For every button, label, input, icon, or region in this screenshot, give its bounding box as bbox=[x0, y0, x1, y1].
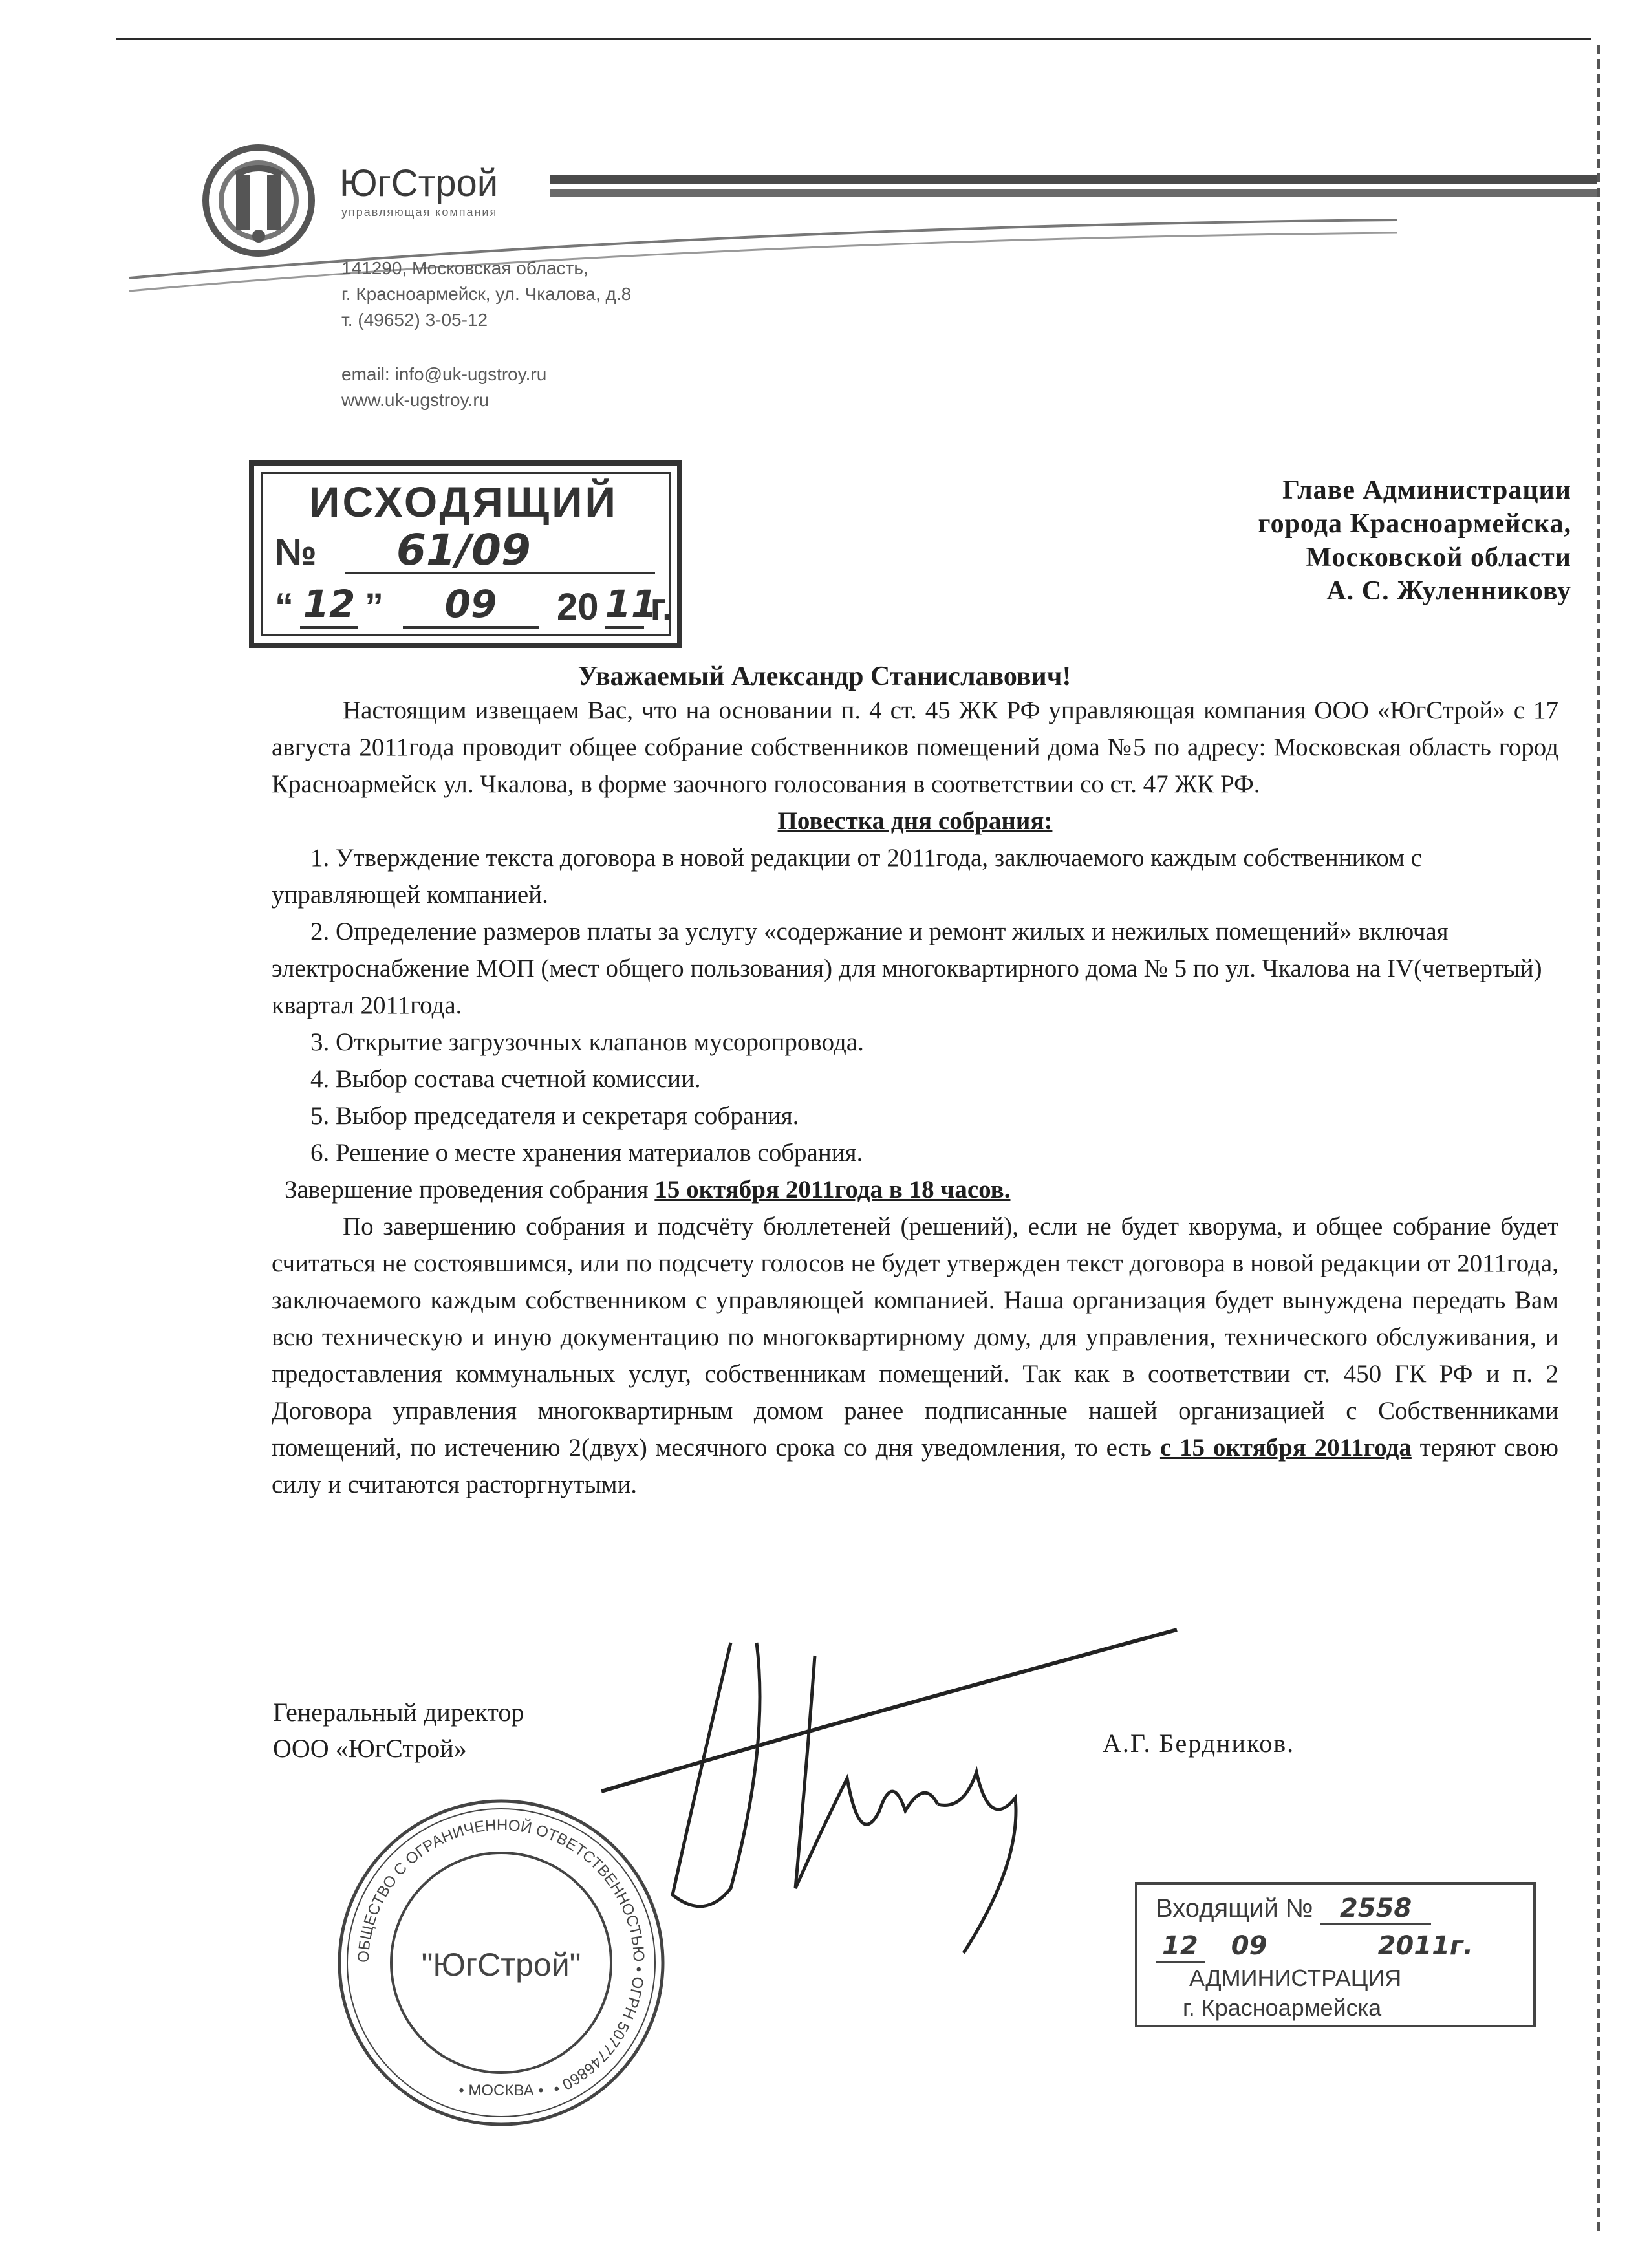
incoming-stamp bbox=[1135, 1882, 1536, 2027]
company-contacts bbox=[341, 255, 631, 413]
outgoing-stamp bbox=[249, 460, 682, 648]
agenda-item: 1. Утверждение текста договора в новой редакции от 2011года, заключаемого каждым собственником с управляющей компанией. bbox=[272, 844, 1422, 909]
greeting: Уважаемый Александр Станиславович! bbox=[577, 662, 1072, 691]
addressee-block bbox=[1258, 473, 1571, 608]
completion-date: 15 октября 2011года в 18 часов. bbox=[654, 1176, 1011, 1204]
address-line: 141290, Московская область, bbox=[341, 258, 588, 278]
signatory-title bbox=[273, 1694, 524, 1767]
addressee-line: А. С. Жуленникову bbox=[1326, 576, 1571, 606]
addressee-line: Московской области bbox=[1306, 543, 1571, 572]
incoming-org: АДМИНИСТРАЦИЯ bbox=[1189, 1965, 1402, 1991]
agenda-item: 2. Определение размеров платы за услугу «содержание и ремонт жилых и нежилых помещений» включая электроснабжение МОП (мест общего пользования) для многоквартирного дома № 5 по ул. Чкалова на IV(четвертый) квартал 2011года. bbox=[272, 918, 1542, 1019]
agenda-item: 5. Выбор председателя и секретаря собрания. bbox=[310, 1102, 799, 1130]
outgoing-date: “ 12 ” 09 20 11 г. bbox=[275, 582, 673, 628]
incoming-day: 12 bbox=[1156, 1931, 1205, 1963]
website-line: www.uk-ugstroy.ru bbox=[341, 390, 490, 410]
agenda-item: 6. Решение о месте хранения материалов собрания. bbox=[310, 1139, 863, 1167]
company-tagline: управляющая компания bbox=[341, 206, 498, 219]
closing-date: с 15 октября 2011года bbox=[1159, 1434, 1412, 1462]
addressee-line: города Красноармейска, bbox=[1258, 509, 1571, 539]
company-name: ЮгСтрой bbox=[339, 162, 499, 204]
address-line: г. Красноармейск, ул. Чкалова, д.8 bbox=[341, 284, 632, 304]
completion-label: Завершение проведения собрания bbox=[285, 1176, 649, 1204]
seal-center: "ЮгСтрой" bbox=[421, 1947, 581, 1983]
company-seal bbox=[330, 1791, 673, 2134]
outgoing-year-suffix: 11 bbox=[605, 582, 644, 629]
letter-body bbox=[272, 692, 1558, 1503]
outgoing-year-prefix: 20 bbox=[557, 586, 599, 628]
outgoing-stamp-title: ИСХОДЯЩИЙ bbox=[309, 478, 618, 526]
agenda-item: 4. Выбор состава счетной комиссии. bbox=[310, 1065, 701, 1093]
outgoing-number: 61/09 bbox=[345, 525, 655, 574]
outgoing-month: 09 bbox=[403, 582, 539, 629]
page-edge-right bbox=[1597, 45, 1600, 2231]
completion-line bbox=[272, 1171, 1558, 1208]
incoming-org: г. Красноармейска bbox=[1183, 1994, 1382, 2021]
intro-paragraph: Настоящим извещаем Вас, что на основании п. 4 ст. 45 ЖК РФ управляющая компания ООО «ЮгСтрой» с 17 августа 2011года проводит общее собрание собственников помещений дома №5 по адресу: Московская область город Красноармейск ул. Чкалова, в форме заочного голосования в соответствии со ст. 47 ЖК РФ. bbox=[272, 697, 1558, 798]
addressee-line: Главе Администрации bbox=[1282, 475, 1571, 505]
header-rule bbox=[550, 175, 1597, 199]
closing-paragraph bbox=[272, 1208, 1558, 1503]
phone-line: т. (49652) 3-05-12 bbox=[341, 310, 488, 330]
signatory-title-line: ООО «ЮгСтрой» bbox=[273, 1734, 467, 1763]
outgoing-day: 12 bbox=[300, 582, 358, 629]
signatory-name: А.Г. Бердников. bbox=[1103, 1729, 1295, 1758]
closing-end: теряют свою силу и считаются расторгнутыми. bbox=[272, 1434, 1558, 1498]
closing-text: По завершению собрания и подсчёту бюллетеней (решений), если не будет кворума, и общее собрание будет считаться не состоявшимся, или по подсчету голосов не будет утвержден текст договора в новой редакции от 2011года, заключаемого каждым собственником с управляющей компанией. Наша организация будет вынуждена передать Вам всю техническую и иную документацию по многоквартирному дому, для управления, технического обслуживания, и предоставления коммунальных услуг, собственникам помещений. Так как в соответствии ст. 450 ГК РФ и п. 2 Договора управления многоквартирным домом ранее подписанные нашей организацией с Собственниками помещений, по истечению 2(двух) месячного срока со дня уведомления, то есть bbox=[272, 1213, 1558, 1462]
letterhead-swoosh bbox=[129, 213, 1397, 323]
incoming-label: Входящий № bbox=[1156, 1894, 1313, 1923]
page-edge-top bbox=[116, 38, 1591, 40]
incoming-month: 09 bbox=[1231, 1931, 1267, 1961]
seal-ring-text: ОБЩЕСТВО С ОГРАНИЧЕННОЙ ОТВЕТСТВЕННОСТЬЮ • ОГРН 5077746860 • bbox=[354, 1816, 648, 2098]
incoming-number: 2558 bbox=[1320, 1894, 1431, 1925]
agenda-item: 3. Открытие загрузочных клапанов мусоропровода. bbox=[310, 1028, 864, 1056]
signatory-title-line: Генеральный директор bbox=[273, 1698, 524, 1727]
outgoing-number-label: № bbox=[275, 531, 317, 573]
incoming-year: 2011г. bbox=[1377, 1931, 1474, 1961]
handwritten-signature bbox=[601, 1617, 1183, 1979]
seal-city: • МОСКВА • bbox=[458, 2082, 544, 2099]
outgoing-year-unit: г. bbox=[650, 586, 673, 628]
agenda-title: Повестка дня собрания: bbox=[777, 807, 1053, 835]
email-line: email: info@uk-ugstroy.ru bbox=[341, 364, 547, 384]
